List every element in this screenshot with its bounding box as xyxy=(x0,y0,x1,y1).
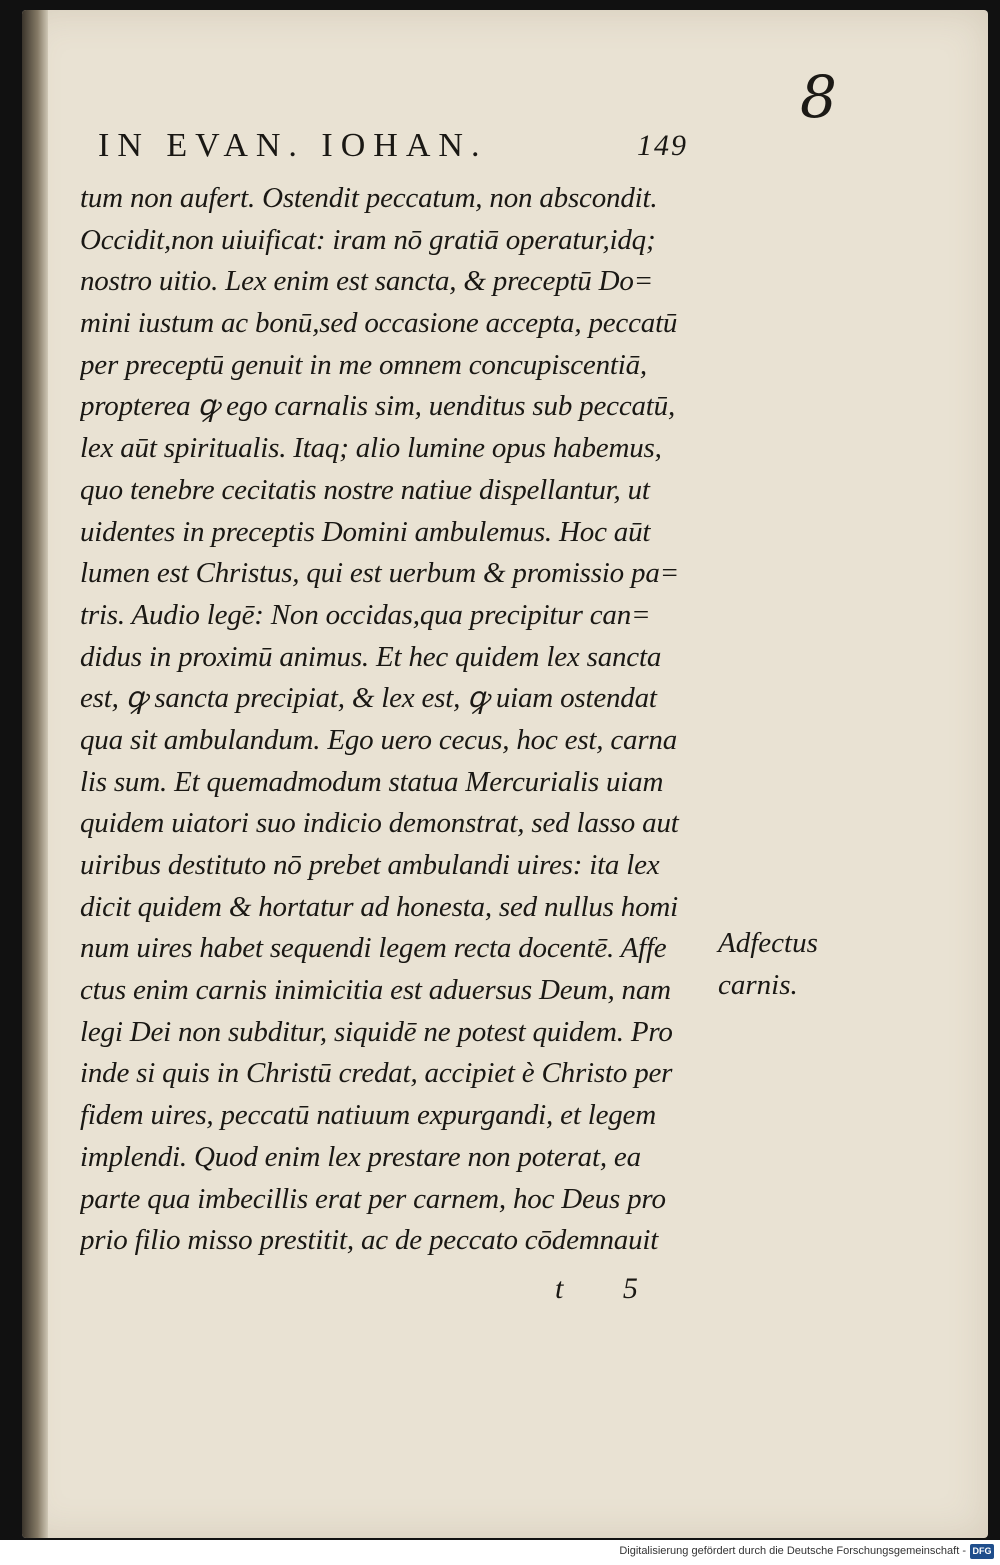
text-line: ctus enim carnis inimicitia est aduersus Deum, nam xyxy=(80,974,671,1007)
footer-credit: Digitalisierung gefördert durch die Deutsche Forschungsgemeinschaft - xyxy=(619,1545,966,1557)
body-text xyxy=(80,178,720,1262)
running-head xyxy=(98,127,688,167)
text-line: quo tenebre cecitatis nostre natiue dispellantur, ut xyxy=(80,473,650,506)
text-line: nostro uitio. Lex enim est sancta, & preceptū Do= xyxy=(80,265,654,298)
text-line: qua sit ambulandum. Ego uero cecus, hoc est, carna xyxy=(80,723,678,756)
text-line: prio filio misso prestitit, ac de peccato cōdemnauit xyxy=(80,1224,659,1257)
text-line: uidentes in preceptis Domini ambulemus. Hoc aūt xyxy=(80,515,651,548)
text-line: mini iustum ac bonū,sed occasione accepta, peccatū xyxy=(80,307,678,340)
text-line: uiribus destituto nō prebet ambulandi uires: ita lex xyxy=(80,849,660,881)
dfg-logo: DFG xyxy=(970,1544,994,1559)
footer-bar xyxy=(0,1540,1000,1565)
page-number: 149 xyxy=(637,129,688,162)
folio-mark: 8 xyxy=(800,63,837,131)
text-line: est, ꝙ sancta precipiat, & lex est, ꝙ uiam ostendat xyxy=(80,682,657,715)
text-line: lis sum. Et quemadmodum statua Mercurialis uiam xyxy=(80,765,664,798)
text-line: Occidit,non uiuificat: iram nō gratiā operatur,idq; xyxy=(80,223,656,256)
text-line: tris. Audio legē: Non occidas,qua precipitur can= xyxy=(80,598,651,631)
marginal-note-line: carnis. xyxy=(718,968,798,1001)
marginal-note xyxy=(718,923,818,1006)
page-gutter xyxy=(22,10,48,1538)
text-line: legi Dei non subditur, siquidē ne potest quidem. Pro xyxy=(80,1015,673,1048)
text-line: lex aūt spiritualis. Itaq; alio lumine opus habemus, xyxy=(80,432,662,465)
text-line: propterea ꝙ ego carnalis sim, uenditus sub peccatū, xyxy=(80,390,675,423)
text-line: lumen est Christus, qui est uerbum & promissio pa= xyxy=(80,557,679,590)
signature-mark: t 5 xyxy=(555,1272,664,1305)
text-line: dicit quidem & hortatur ad honesta, sed nullus homi xyxy=(80,890,678,923)
text-line: fidem uires, peccatū natiuum expurgandi, et legem xyxy=(80,1099,656,1132)
text-line: num uires habet sequendi legem recta docentē. Affe xyxy=(80,932,667,965)
text-line: didus in proximū animus. Et hec quidem lex sancta xyxy=(80,640,662,673)
running-title: IN EVAN. IOHAN. xyxy=(98,127,488,164)
text-line: quidem uiatori suo indicio demonstrat, sed lasso aut xyxy=(80,807,679,840)
text-line: parte qua imbecillis erat per carnem, hoc Deus pro xyxy=(80,1182,666,1215)
text-line: per preceptū genuit in me omnem concupiscentiā, xyxy=(80,348,647,381)
text-line: inde si quis in Christū credat, accipiet è Christo per xyxy=(80,1057,673,1090)
text-line: implendi. Quod enim lex prestare non poterat, ea xyxy=(80,1140,641,1173)
text-line: tum non aufert. Ostendit peccatum, non abscondit. xyxy=(80,182,658,214)
marginal-note-line: Adfectus xyxy=(718,927,818,959)
